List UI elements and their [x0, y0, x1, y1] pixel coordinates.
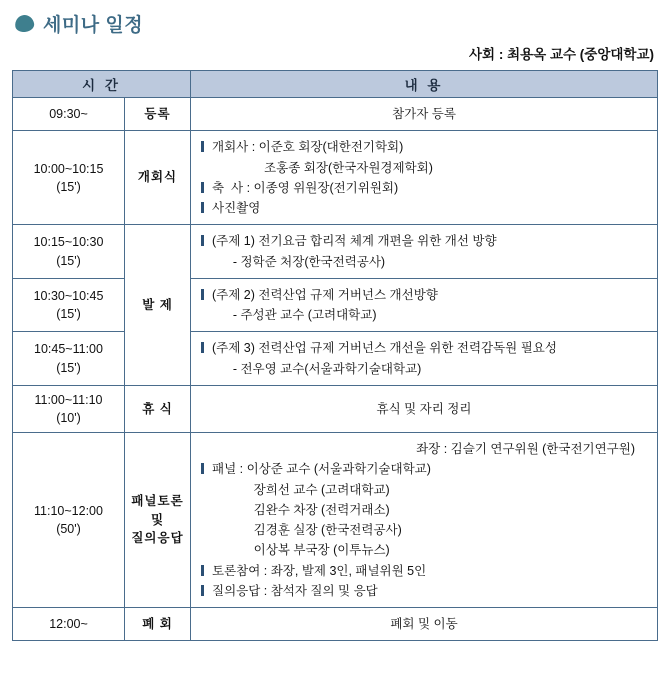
column-header-content: 내 용 — [191, 71, 658, 98]
content-line: 이상복 부국장 (이투뉴스) — [212, 543, 390, 558]
cell-content — [191, 332, 658, 386]
content-line: 패널 : 이상준 교수 (서울과학기술대학교) — [201, 459, 647, 479]
table-row — [13, 433, 658, 608]
content-line: - 주성관 교수 (고려대학교) — [212, 308, 377, 322]
cell-content: 참가자 등록 — [191, 98, 658, 131]
table-row — [13, 385, 658, 432]
content-line: - 정학준 처장(한국전력공사) — [212, 254, 386, 269]
cell-time: 10:45~11:00 (15') — [13, 332, 125, 386]
cell-time: 11:10~12:00 (50') — [13, 433, 125, 608]
host-line: 사회 : 최용옥 교수 (중앙대학교) — [469, 47, 654, 62]
cell-time: 11:00~11:10 (10') — [13, 385, 125, 432]
content-line: - 전우영 교수(서울과학기술대학교) — [212, 361, 422, 376]
cell-content — [191, 131, 658, 225]
content-line: 김경훈 실장 (한국전력공사) — [212, 523, 402, 537]
content-line: 장희선 교수 (고려대학교) — [212, 482, 390, 497]
cell-time: 12:00~ — [13, 608, 125, 641]
table-header — [13, 71, 658, 98]
table-row — [13, 225, 658, 279]
content-line: 축 사 : 이종영 위원장(전기위원회) — [201, 178, 647, 198]
cell-content — [191, 433, 658, 608]
page-title: 세미나 일정 — [43, 15, 144, 36]
content-line: 김완수 차장 (전력거래소) — [212, 502, 390, 517]
cell-content: 폐회 및 이동 — [191, 608, 658, 641]
content-line: (주제 2) 전력산업 규제 거버넌스 개선방향 — [201, 285, 647, 305]
cell-time: 09:30~ — [13, 98, 125, 131]
cell-content: 휴식 및 자리 정리 — [191, 385, 658, 432]
table-body — [13, 98, 658, 641]
leaf-bullet-icon — [14, 14, 35, 33]
cell-session: 개회식 — [125, 131, 191, 225]
cell-session: 패널토론 및 질의응답 — [125, 433, 191, 608]
content-line: 질의응답 : 참석자 질의 및 응답 — [201, 581, 647, 601]
content-line: 개회사 : 이준호 회장(대한전기학회) — [201, 137, 647, 157]
table-row — [13, 278, 658, 332]
column-header-time: 시 간 — [13, 71, 191, 98]
cell-time: 10:30~10:45 (15') — [13, 278, 125, 332]
cell-time: 10:15~10:30 (15') — [13, 225, 125, 279]
cell-content — [191, 225, 658, 279]
table-header-row — [13, 71, 658, 98]
table-row — [13, 98, 658, 131]
content-line: (주제 1) 전기요금 합리적 체계 개편을 위한 개선 방향 — [201, 231, 647, 251]
cell-session: 등록 — [125, 98, 191, 131]
content-line: 좌장 : 김슬기 연구위원 (한국전기연구원) — [416, 442, 635, 456]
cell-session: 폐 회 — [125, 608, 191, 641]
content-line: 사진촬영 — [201, 198, 647, 218]
cell-session: 휴 식 — [125, 385, 191, 432]
cell-time: 10:00~10:15 (15') — [13, 131, 125, 225]
page-title-row — [12, 10, 658, 37]
table-row — [13, 608, 658, 641]
cell-session: 발 제 — [125, 225, 191, 386]
content-line: 조홍종 회장(한국자원경제학회) — [212, 160, 433, 175]
schedule-table — [12, 70, 658, 641]
content-line: 토론참여 : 좌장, 발제 3인, 패널위원 5인 — [201, 561, 647, 581]
table-row — [13, 131, 658, 225]
table-row — [13, 332, 658, 386]
cell-content — [191, 278, 658, 332]
content-line: (주제 3) 전력산업 규제 거버넌스 개선을 위한 전력감독원 필요성 — [201, 338, 647, 358]
